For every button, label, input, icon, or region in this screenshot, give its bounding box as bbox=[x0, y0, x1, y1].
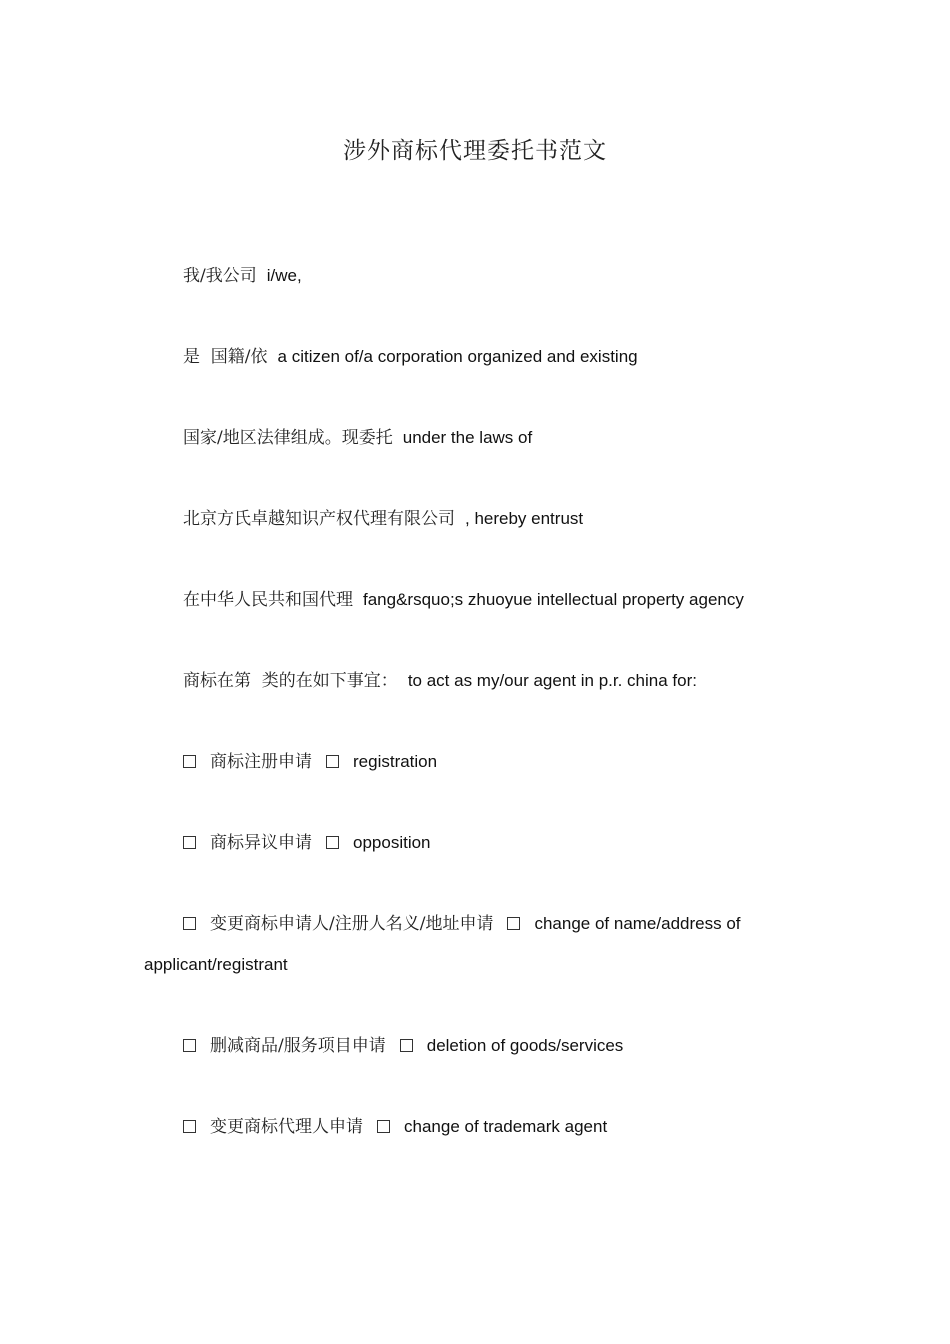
line-laws bbox=[144, 418, 804, 458]
option-cn: 变更商标申请人/注册人名义/地址申请 bbox=[210, 914, 494, 934]
option-cn: 商标异议申请 bbox=[210, 833, 312, 853]
line-cn: 北京方氏卓越知识产权代理有限公司 bbox=[183, 509, 455, 529]
option-change-name bbox=[144, 904, 804, 944]
checkbox[interactable] bbox=[183, 836, 196, 849]
option-opposition bbox=[144, 823, 804, 863]
checkbox[interactable] bbox=[183, 1120, 196, 1133]
option-change-agent bbox=[144, 1107, 804, 1147]
line-nationality bbox=[144, 337, 804, 377]
line-en: under the laws of bbox=[402, 428, 533, 447]
line-cn: 是 国籍/依 bbox=[183, 347, 268, 367]
checkbox[interactable] bbox=[326, 755, 339, 768]
line-en: i/we, bbox=[266, 266, 302, 285]
option-deletion bbox=[144, 1026, 804, 1066]
line-applicant bbox=[144, 256, 804, 296]
line-en: fang&rsquo;s zhuoyue intellectual property agency bbox=[363, 590, 744, 609]
checkbox[interactable] bbox=[507, 917, 520, 930]
option-registration bbox=[144, 742, 804, 782]
line-en: a citizen of/a corporation organized and existing bbox=[277, 347, 638, 366]
option-change-name-cont bbox=[144, 945, 288, 985]
line-cn: 在中华人民共和国代理 bbox=[183, 590, 353, 610]
option-cn: 商标注册申请 bbox=[210, 752, 312, 772]
checkbox[interactable] bbox=[183, 917, 196, 930]
checkbox[interactable] bbox=[183, 755, 196, 768]
option-en: opposition bbox=[353, 833, 431, 852]
line-cn: 商标在第 类的在如下事宜： bbox=[183, 671, 398, 691]
line-agency bbox=[144, 499, 804, 539]
checkbox[interactable] bbox=[377, 1120, 390, 1133]
checkbox[interactable] bbox=[183, 1039, 196, 1052]
option-en-cont: applicant/registrant bbox=[144, 955, 288, 974]
checkbox[interactable] bbox=[326, 836, 339, 849]
option-cn: 变更商标代理人申请 bbox=[210, 1117, 363, 1137]
option-en: deletion of goods/services bbox=[426, 1036, 624, 1055]
option-en: registration bbox=[353, 752, 438, 771]
line-agency-name bbox=[144, 580, 804, 620]
option-en: change of trademark agent bbox=[404, 1117, 608, 1136]
line-matters bbox=[144, 661, 804, 701]
checkbox[interactable] bbox=[400, 1039, 413, 1052]
line-cn: 我/我公司 bbox=[183, 266, 257, 286]
option-cn: 删减商品/服务项目申请 bbox=[210, 1036, 386, 1056]
document-title: 涉外商标代理委托书范文 bbox=[343, 138, 607, 164]
line-en: , hereby entrust bbox=[465, 509, 584, 528]
line-en: to act as my/our agent in p.r. china for: bbox=[407, 671, 697, 690]
option-en: change of name/address of bbox=[534, 914, 741, 933]
line-cn: 国家/地区法律组成。现委托 bbox=[183, 428, 393, 448]
